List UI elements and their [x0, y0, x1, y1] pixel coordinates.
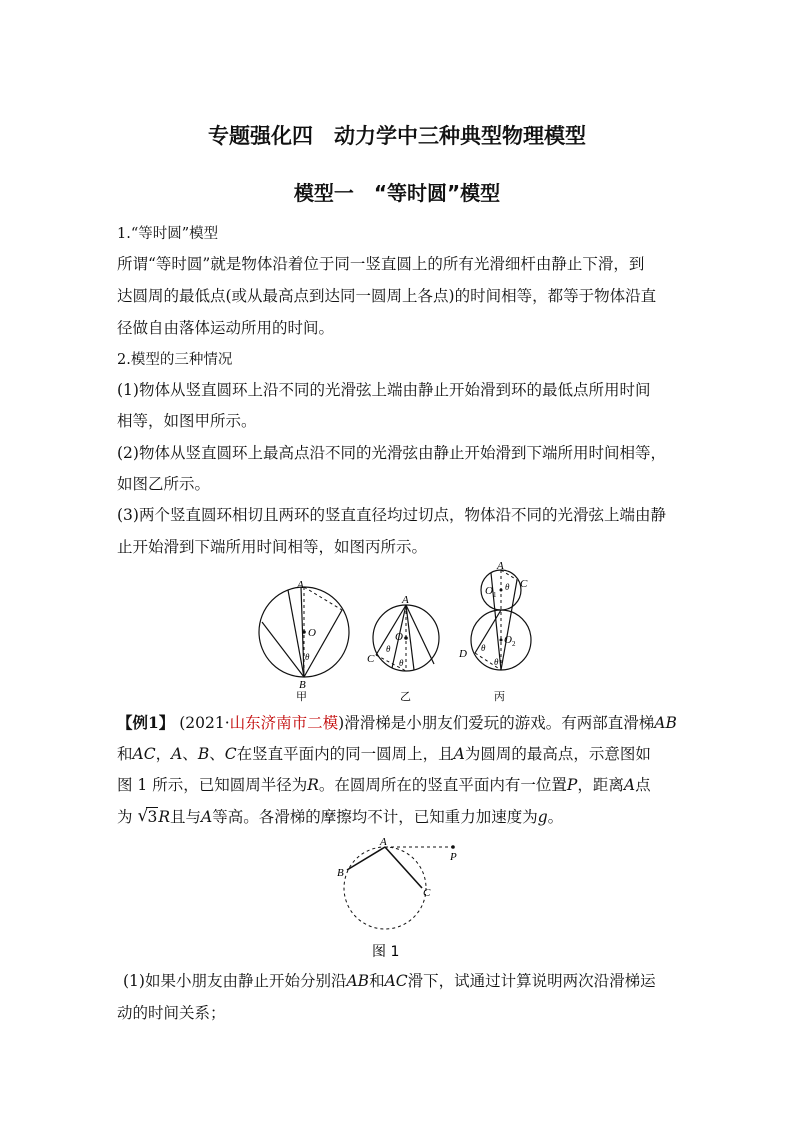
section1-line: 所谓“等时圆”就是物体沿着位于同一竖直圆上的所有光滑细杆由静止下滑，到	[117, 255, 645, 273]
question-text: 滑下，试通过计算说明两次沿滑梯运	[407, 972, 656, 990]
var-AC: AC	[132, 745, 156, 763]
radical-sign: √	[137, 806, 149, 826]
chord	[376, 605, 406, 655]
dashed-chord	[304, 587, 342, 610]
point-P	[451, 845, 455, 849]
example-text: 、	[209, 745, 225, 763]
label-A: A	[380, 836, 387, 848]
var-AC: AC	[384, 972, 408, 990]
var-C: C	[224, 745, 237, 763]
example-source-close: )	[338, 714, 345, 732]
label-theta: θ	[305, 652, 310, 662]
figure-yi	[362, 590, 452, 705]
label-P: P	[450, 851, 457, 863]
question-text: (1)如果小朋友由静止开始分别沿	[123, 972, 347, 990]
section2-line: (2)物体从竖直圆环上最高点沿不同的光滑弦由静止开始滑到下端所用时间相等，	[117, 444, 666, 462]
figure-1	[325, 836, 475, 966]
var-A: A	[623, 776, 636, 794]
section1-line: 径做自由落体运动所用的时间。	[117, 319, 335, 337]
label-C: C	[520, 578, 528, 590]
model-title: 模型一 “等时圆”模型	[293, 181, 501, 205]
section2-line: 相等，如图甲所示。	[117, 412, 257, 430]
slide-AC	[385, 847, 422, 888]
center-point	[302, 630, 306, 634]
caption-bing: 丙	[494, 690, 505, 703]
label-B: B	[337, 867, 344, 879]
example-text: ，距离	[577, 776, 624, 794]
section2-line: 止开始滑到下端所用时间相等，如图丙所示。	[117, 538, 428, 556]
slide-AB	[347, 847, 385, 870]
label-A: A	[297, 579, 304, 591]
label-theta: θ	[399, 658, 404, 668]
label-C: C	[423, 887, 431, 899]
figure-bing	[453, 560, 548, 705]
label-theta: θ	[386, 644, 391, 654]
sqrt-expression	[137, 808, 158, 826]
var-g: g	[537, 808, 548, 826]
example-text: 。在圆周所在的竖直平面内有一位置	[318, 776, 567, 794]
label-B: B	[299, 679, 306, 691]
example-line-4	[117, 805, 563, 827]
question1-line-2: 动的时间关系；	[117, 1004, 226, 1022]
var-AB: AB	[654, 714, 677, 732]
label-C: C	[367, 653, 375, 665]
example-source-year: (2021·	[179, 714, 230, 732]
caption-figure-1: 图 1	[372, 944, 400, 960]
example-text: 为圆周的最高点，示意图如	[464, 745, 651, 763]
figure-jia	[252, 575, 362, 705]
var-R: R	[307, 776, 319, 794]
label-O1: $O_1$	[485, 585, 497, 599]
chord	[304, 610, 342, 677]
radicand: 3	[147, 808, 158, 826]
section1-line: 达圆周的最低点(或从最高点到达同一圆周上各点)的时间相等，都等于物体沿直	[117, 287, 657, 305]
label-theta: θ	[494, 657, 499, 667]
example-text: 图 1 所示，已知圆周半径为	[117, 776, 308, 794]
example-text: 、	[182, 745, 198, 763]
example-text: 点	[635, 776, 651, 794]
section2-line: 如图乙所示。	[117, 475, 211, 493]
chord	[501, 580, 517, 670]
label-theta: θ	[505, 582, 510, 592]
label-theta: θ	[481, 643, 486, 653]
var-B: B	[197, 745, 210, 763]
chord	[262, 622, 304, 677]
center-point	[500, 639, 503, 642]
label-A: A	[402, 594, 409, 606]
example-line-2	[117, 742, 651, 764]
var-P: P	[566, 776, 578, 794]
label-O2: $O_2$	[504, 634, 516, 648]
example-line-1	[117, 711, 677, 733]
var-A: A	[171, 745, 183, 763]
example-text: 且与	[170, 808, 202, 826]
label-O: O	[308, 627, 316, 639]
dashed-circle	[344, 847, 426, 929]
var-R: R	[158, 808, 170, 826]
example-text: ，	[155, 745, 172, 763]
center-point	[404, 636, 408, 640]
var-A: A	[453, 745, 465, 763]
question1-line-1	[123, 969, 656, 991]
example-tag: 【例1】	[117, 713, 175, 732]
example-text: 滑滑梯是小朋友们爱玩的游戏。有两部直滑梯	[344, 714, 655, 732]
example-source-place: 山东济南市二模	[229, 714, 339, 732]
example-text: 等高。各滑梯的摩擦均不计，已知重力加速度为	[212, 808, 538, 826]
section2-line: (3)两个竖直圆环相切且两环的竖直直径均过切点，物体沿不同的光滑弦上端由静	[117, 506, 666, 524]
example-text: 在竖直平面内的同一圆周上，且	[236, 745, 454, 763]
example-text: 和	[117, 745, 133, 763]
caption-yi: 乙	[400, 690, 411, 703]
main-title: 专题强化四 动力学中三种典型物理模型	[208, 124, 586, 148]
example-text: 。	[547, 808, 564, 826]
section2-heading: 2.模型的三种情况	[117, 352, 233, 368]
example-line-3	[117, 773, 651, 795]
label-D: D	[459, 648, 467, 660]
label-O: O	[395, 631, 403, 643]
caption-jia: 甲	[296, 690, 307, 703]
example-text: 为	[117, 808, 133, 826]
section1-heading: 1.“等时圆”模型	[117, 226, 219, 242]
label-A: A	[497, 560, 504, 572]
var-A: A	[201, 808, 213, 826]
question-text: 和	[369, 972, 385, 990]
center-point	[500, 589, 503, 592]
section2-line: (1)物体从竖直圆环上沿不同的光滑弦上端由静止开始滑到环的最低点所用时间	[117, 381, 651, 399]
var-AB: AB	[346, 972, 370, 990]
